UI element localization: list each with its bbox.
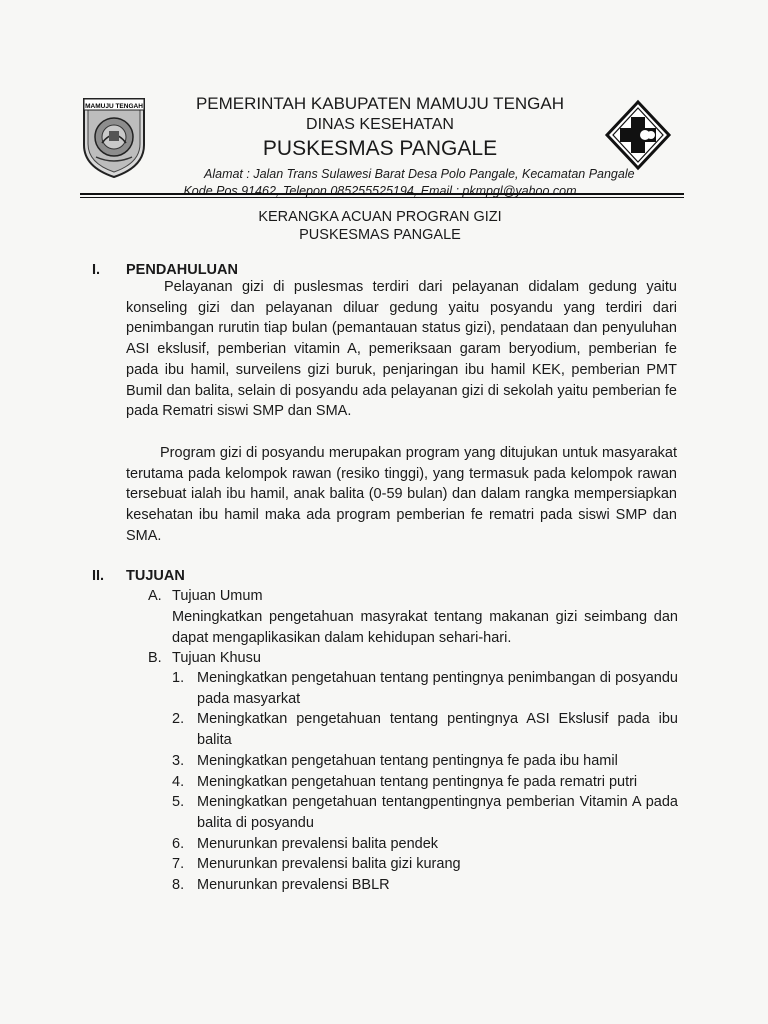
list-item-number: 5. <box>172 794 185 811</box>
sub-a-marker: A. <box>148 588 162 604</box>
section-2-heading: TUJUAN <box>126 568 185 584</box>
sub-b-label: Tujuan Khusu <box>172 650 261 666</box>
list-item-number: 8. <box>172 877 185 894</box>
sub-b-heading <box>148 648 261 669</box>
section-1-paragraph-1: Pelayanan gizi di puslesmas terdiri dari pelayanan didalam gedung yaitu konseling gizi dan pelayanan diluar gedung yaitu posyandu yang terdiri dari penimbangan rurutin tiap bulan (pemantauan status gizi), pendataan dan penyuluhan ASI ekslusif, pemberian vitamin A, pemeriksaan garam beryodium, pemberian fe pada ibu hamil, surveilens gizi buruk, penjaringan ibu hamil KEK, pemberian PMT Bumil dan balita, selain di posyandu ada pelayanan gizi di sekolah yaitu pemberian fe pada Rematri siswi SMP dan SMA. <box>126 279 677 420</box>
list-item <box>172 709 678 750</box>
document-title <box>150 208 610 244</box>
list-item-text: Meningkatkan pengetahuan tentang pentingnya fe pada rematri putri <box>197 773 638 790</box>
letterhead-institution: PUSKESMAS PANGALE <box>262 137 498 160</box>
list-item-text: Menurunkan prevalensi BBLR <box>197 877 390 894</box>
document-title-line1: KERANGKA ACUAN PROGRAN GIZI <box>258 209 502 225</box>
list-item <box>172 772 678 793</box>
svg-text:MAMUJU TENGAH: MAMUJU TENGAH <box>85 103 143 110</box>
list-item <box>172 751 678 772</box>
sub-a-label: Tujuan Umum <box>172 588 263 604</box>
regency-emblem-logo <box>78 93 150 179</box>
list-item-text: Meningkatkan pengetahuan tentang pentingnya penimbangan di posyandu pada masyarkat <box>197 670 678 707</box>
list-item-text: Meningkatkan pengetahuan tentang pentingnya fe pada ibu hamil <box>197 752 618 769</box>
list-item-number: 2. <box>172 711 185 728</box>
section-1-heading: PENDAHULUAN <box>126 262 238 278</box>
list-item <box>172 875 678 896</box>
letterhead-address: Alamat : Jalan Trans Sulawesi Barat Desa Polo Pangale, Kecamatan Pangale <box>204 167 635 181</box>
section-2-number: II. <box>92 568 105 584</box>
header-rule-thin <box>80 197 684 198</box>
letterhead <box>160 93 635 200</box>
list-item <box>172 854 678 875</box>
list-item-text: Menurunkan prevalensi balita gizi kurang <box>197 856 461 873</box>
list-item-number: 1. <box>172 670 185 686</box>
header-rule-thick <box>80 193 684 195</box>
list-item-text: Meningkatkan pengetahuan tentangpentingnya pemberian Vitamin A pada balita di posyandu <box>197 794 678 831</box>
list-item-number: 6. <box>172 835 185 852</box>
specific-goals-list <box>172 668 678 896</box>
list-item <box>172 834 678 855</box>
sub-a-heading <box>148 586 263 607</box>
list-item-text: Meningkatkan pengetahuan tentang pentingnya ASI Ekslusif pada ibu balita <box>197 711 678 749</box>
section-1-paragraph-2: Program gizi di posyandu merupakan program yang ditujukan untuk masyarakat terutama pada kelompok rawan (resiko tinggi), yang termasuk pada kelompok rawan tersebuat ialah ibu hamil, anak balita (0-59 bulan) dan dalam rangka mempersiapkan kesehatan ibu hamil maka ada program pemberian fe rematri pada siswi SMP dan SMA. <box>126 445 677 544</box>
letterhead-department: DINAS KESEHATAN <box>306 116 454 133</box>
sub-b-marker: B. <box>148 650 162 666</box>
sub-a-body: Meningkatkan pengetahuan masyrakat tentang makanan gizi seimbang dan dapat mengaplikasikan dalam kehidupan sehari-hari. <box>172 609 678 646</box>
list-item <box>172 668 678 709</box>
letterhead-contact: Kode Pos 91462, Telepon 085255525194, Email : pkmpgl@yahoo.com <box>183 184 577 198</box>
list-item-number: 7. <box>172 856 185 873</box>
list-item <box>172 792 678 833</box>
puskesmas-cross-logo <box>604 99 672 171</box>
list-item-text: Menurunkan prevalensi balita pendek <box>197 835 439 852</box>
letterhead-government: PEMERINTAH KABUPATEN MAMUJU TENGAH <box>195 94 565 113</box>
list-item-number: 4. <box>172 773 185 790</box>
section-1-number: I. <box>92 262 101 278</box>
document-title-line2: PUSKESMAS PANGALE <box>299 227 461 243</box>
list-item-number: 3. <box>172 752 185 769</box>
